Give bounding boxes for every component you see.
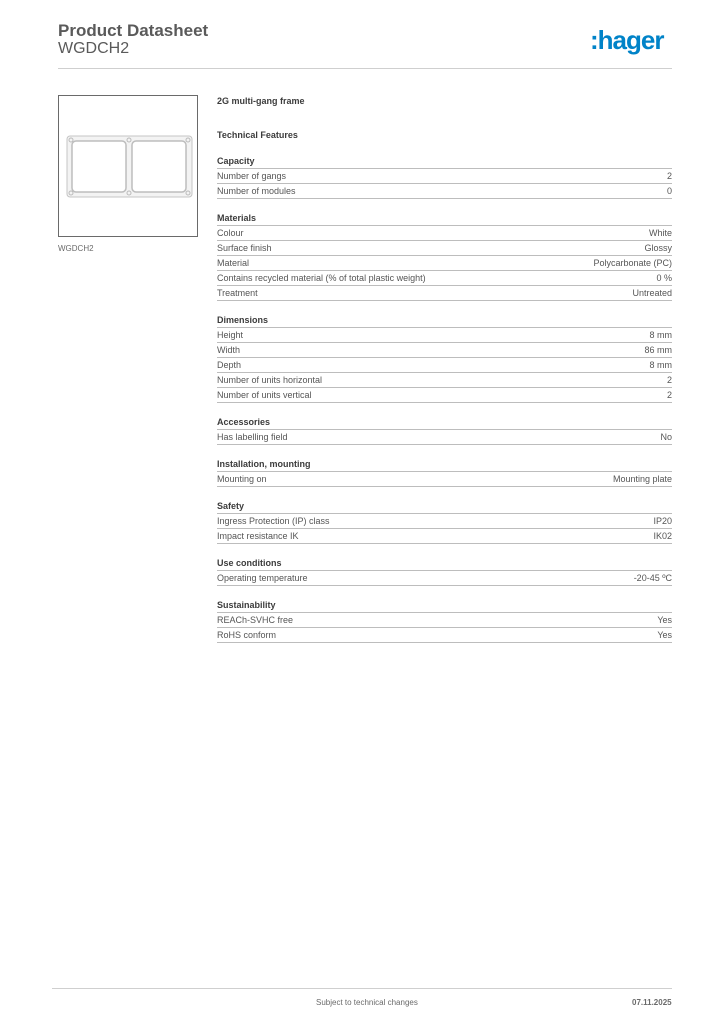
section-title: Dimensions (217, 314, 672, 328)
spec-row (217, 343, 672, 358)
technical-features-title: Technical Features (217, 130, 298, 140)
spec-label: REACh-SVHC free (217, 615, 294, 625)
spec-row (217, 226, 672, 241)
spec-value: Yes (657, 615, 672, 625)
spec-value: 0 % (656, 273, 672, 283)
spec-row (217, 184, 672, 199)
footer-note: Subject to technical changes (316, 998, 418, 1007)
product-name: 2G multi-gang frame (217, 96, 305, 106)
spec-value: 0 (666, 186, 672, 196)
section-title: Installation, mounting (217, 458, 672, 472)
spec-row (217, 514, 672, 529)
spec-value: 2 (666, 390, 672, 400)
spec-row (217, 613, 672, 628)
spec-label: Material (217, 258, 250, 268)
section-use-conditions (217, 557, 672, 586)
spec-label: Operating temperature (217, 573, 308, 583)
technical-content (217, 96, 672, 643)
spec-value: IP20 (653, 516, 672, 526)
section-title: Capacity (217, 155, 672, 169)
spec-label: Width (217, 345, 241, 355)
spec-value: 8 mm (649, 330, 672, 340)
spec-row (217, 271, 672, 286)
header-divider (58, 68, 672, 69)
spec-row (217, 241, 672, 256)
image-caption: WGDCH2 (58, 244, 94, 253)
product-code: WGDCH2 (58, 40, 130, 57)
spec-label: Has labelling field (217, 432, 288, 442)
spec-row (217, 328, 672, 343)
product-image (58, 95, 198, 237)
section-title: Accessories (217, 416, 672, 430)
spec-row (217, 358, 672, 373)
spec-value: 2 (666, 375, 672, 385)
section-installation-mounting (217, 458, 672, 487)
spec-row (217, 472, 672, 487)
spec-label: Number of units horizontal (217, 375, 323, 385)
footer-date: 07.11.2025 (632, 998, 672, 1007)
spec-value: -20-45 ºC (633, 573, 672, 583)
spec-row (217, 529, 672, 544)
section-materials (217, 212, 672, 301)
spec-label: Surface finish (217, 243, 272, 253)
spec-label: Height (217, 330, 244, 340)
section-title: Use conditions (217, 557, 672, 571)
spec-value: 2 (666, 171, 672, 181)
spec-row (217, 388, 672, 403)
section-dimensions (217, 314, 672, 403)
spec-value: Untreated (632, 288, 672, 298)
spec-row (217, 571, 672, 586)
spec-value: 8 mm (649, 360, 672, 370)
section-title: Materials (217, 212, 672, 226)
spec-label: RoHS conform (217, 630, 277, 640)
spec-label: Number of gangs (217, 171, 287, 181)
spec-label: Mounting on (217, 474, 267, 484)
spec-label: Number of units vertical (217, 390, 312, 400)
section-accessories (217, 416, 672, 445)
page-title: Product Datasheet (58, 21, 209, 40)
spec-label: Number of modules (217, 186, 296, 196)
feature-sections (217, 155, 672, 643)
spec-value: Mounting plate (612, 474, 672, 484)
spec-value: Glossy (644, 243, 672, 253)
spec-label: Ingress Protection (IP) class (217, 516, 330, 526)
spec-value: White (648, 228, 672, 238)
section-title: Safety (217, 500, 672, 514)
section-title: Sustainability (217, 599, 672, 613)
section-capacity (217, 155, 672, 199)
spec-label: Contains recycled material (% of total plastic weight) (217, 273, 426, 283)
hager-logo: :hager (590, 25, 664, 55)
spec-value: IK02 (653, 531, 672, 541)
spec-label: Depth (217, 360, 242, 370)
footer-divider (52, 988, 672, 989)
spec-row (217, 256, 672, 271)
spec-row (217, 373, 672, 388)
spec-row (217, 628, 672, 643)
spec-value: 86 mm (644, 345, 672, 355)
spec-label: Treatment (217, 288, 258, 298)
spec-value: Polycarbonate (PC) (593, 258, 672, 268)
spec-row (217, 169, 672, 184)
section-sustainability (217, 599, 672, 643)
spec-label: Colour (217, 228, 244, 238)
spec-row (217, 286, 672, 301)
spec-row (217, 430, 672, 445)
frame-illustration (59, 96, 197, 236)
spec-label: Impact resistance IK (217, 531, 299, 541)
spec-value: Yes (657, 630, 672, 640)
spec-value: No (660, 432, 672, 442)
section-safety (217, 500, 672, 544)
